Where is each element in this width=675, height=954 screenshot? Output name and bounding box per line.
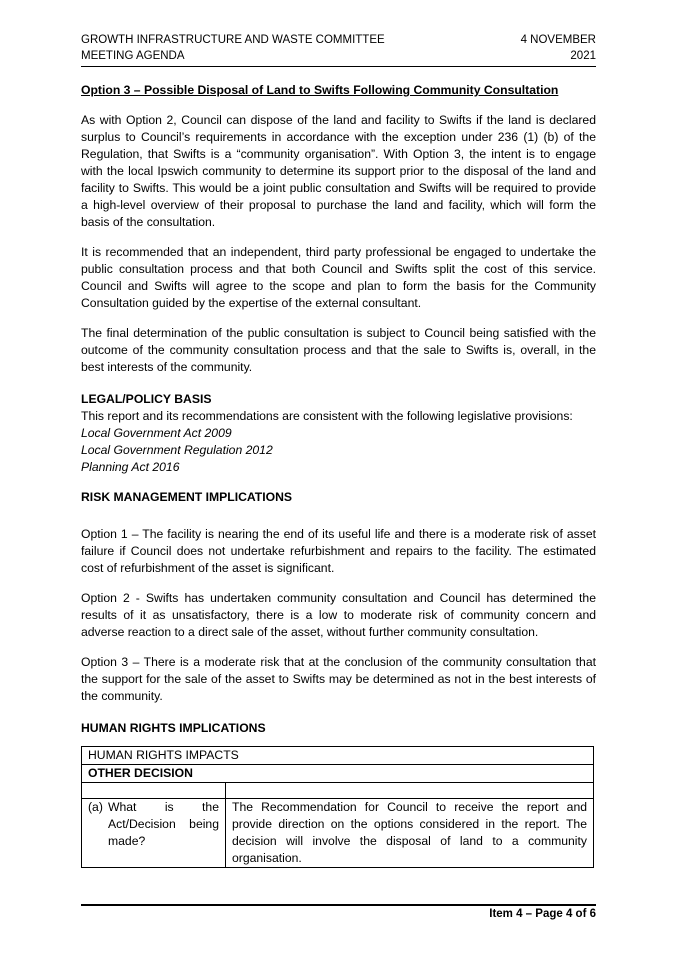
legal-act-2: Local Government Regulation 2012 [81,443,273,457]
table-title: HUMAN RIGHTS IMPACTS [82,747,594,765]
risk-option2: Option 2 - Swifts has undertaken community consultation and Council has determined the results of it as unsatisfactory, there is a low to moderate risk of community concern and adverse reaction to a direct sale of the asset, without further community consultation. [81,591,596,639]
option3-para1: As with Option 2, Council can dispose of the land and facility to Swifts if the land is declared surplus to Council’s requirements in accordance with the exception under 236 (1) (b) of the Regulation, that Swifts is a “community organisation”. With Option 3, the intent is to engage with the local Ipswich community to determine its support prior to the disposal of the land and facility to Swifts. This would be a joint public consultation and Swifts will be required to provide a high-level overview of their proposal to purchase the land and facility, which will form the basis of the consultation. [81,113,596,229]
table-subtitle: OTHER DECISION [82,765,594,783]
legal-act-3: Planning Act 2016 [81,460,180,474]
header-date: 4 NOVEMBER [520,34,596,46]
header-committee: GROWTH INFRASTRUCTURE AND WASTE COMMITTEE [81,34,385,46]
risk-heading: RISK MANAGEMENT IMPLICATIONS [81,490,293,504]
question-number: (a) [88,800,103,814]
legal-heading: LEGAL/POLICY BASIS [81,392,212,406]
human-rights-table [81,746,594,868]
page-number: Item 4 – Page 4 of 6 [489,908,596,920]
header-year: 2021 [570,50,596,62]
risk-option3: Option 3 – There is a moderate risk that at the conclusion of the community consultation that the support for the sale of the asset to Swifts may be determined as not in the best interests of the community. [81,655,596,703]
legal-act-1: Local Government Act 2009 [81,426,232,440]
human-rights-heading: HUMAN RIGHTS IMPLICATIONS [81,721,266,735]
header-divider [81,66,596,67]
question-text: What is the Act/Decision being made? [108,800,219,848]
option3-heading: Option 3 – Possible Disposal of Land to Swifts Following Community Consultation [81,83,559,97]
option3-para2: It is recommended that an independent, third party professional be engaged to undertake the public consultation process and that both Council and Swifts split the cost of this service. Council and Swifts will agree to the scope and plan to form the basis for the Community Consultation guided by the expertise of the external consultant. [81,245,596,310]
page-content [81,80,596,868]
table-empty-cell [82,783,226,799]
header-agenda: MEETING AGENDA [81,50,185,62]
risk-option1: Option 1 – The facility is nearing the end of its useful life and there is a moderate risk of asset failure if Council does not undertake refurbishment and repairs to the facility. The estimated cost of refurbishment of the asset is significant. [81,527,596,575]
table-empty-cell [226,783,594,799]
legal-intro: This report and its recommendations are consistent with the following legislative provisions: [81,409,573,423]
table-question-cell [82,799,226,868]
footer-divider [81,904,596,906]
option3-para3: The final determination of the public consultation is subject to Council being satisfied with the outcome of the community consultation process and that the sale to Swifts is, overall, in the best interests of the community. [81,326,596,374]
answer-text: The Recommendation for Council to receive the report and provide direction on the options considered in the report. The decision will involve the disposal of land to a community organisation. [226,799,594,868]
